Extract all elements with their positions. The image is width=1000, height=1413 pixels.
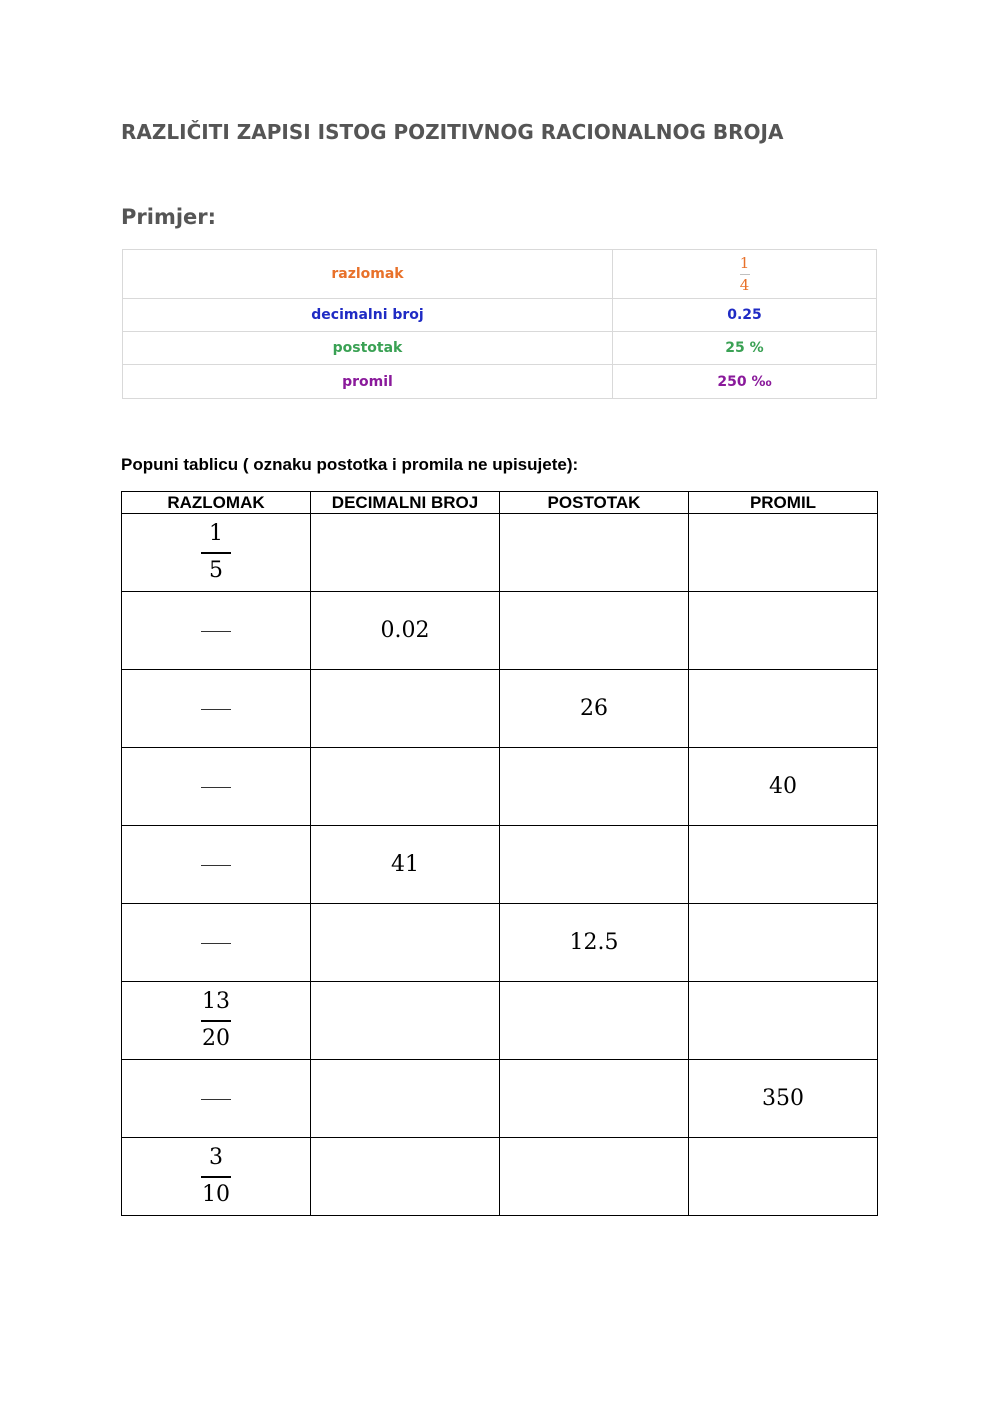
fraction-denominator: 10	[202, 1182, 230, 1207]
fraction-bar	[201, 1020, 231, 1022]
cell-decimal[interactable]	[311, 1060, 500, 1138]
cell-permille[interactable]	[689, 826, 878, 904]
cell-decimal[interactable]	[311, 514, 500, 592]
cell-decimal[interactable]	[311, 904, 500, 982]
fraction-denominator: 5	[209, 558, 223, 583]
fraction-denominator: 20	[202, 1026, 230, 1051]
cell-permille: 40	[689, 748, 878, 826]
fraction-blank-line[interactable]	[201, 709, 231, 710]
table-row	[122, 1138, 878, 1216]
fraction	[201, 1145, 231, 1208]
example-label-fraction: razlomak	[123, 250, 613, 299]
cell-percent[interactable]	[500, 1138, 689, 1216]
fraction	[201, 989, 231, 1052]
cell-permille[interactable]	[689, 670, 878, 748]
table-row	[122, 748, 878, 826]
example-label-decimal: decimalni broj	[123, 299, 613, 332]
cell-percent: 26	[500, 670, 689, 748]
header-percent: POSTOTAK	[500, 492, 689, 514]
cell-permille[interactable]	[689, 904, 878, 982]
cell-fraction	[122, 1138, 311, 1216]
fraction-blank-line[interactable]	[201, 1099, 231, 1100]
cell-permille[interactable]	[689, 1138, 878, 1216]
example-denominator: 4	[739, 276, 750, 294]
example-value-decimal: 0.25	[613, 299, 877, 332]
cell-fraction[interactable]	[122, 826, 311, 904]
example-table	[122, 249, 877, 399]
table-row	[122, 1060, 878, 1138]
fraction-blank-line[interactable]	[201, 865, 231, 866]
cell-percent[interactable]	[500, 514, 689, 592]
cell-fraction[interactable]	[122, 1060, 311, 1138]
cell-permille[interactable]	[689, 982, 878, 1060]
table-row	[122, 982, 878, 1060]
example-value-permille: 250 ‰	[613, 365, 877, 399]
cell-percent[interactable]	[500, 592, 689, 670]
example-value-percent: 25 %	[613, 332, 877, 365]
cell-fraction[interactable]	[122, 592, 311, 670]
cell-percent: 12.5	[500, 904, 689, 982]
fraction-numerator: 1	[209, 521, 223, 546]
example-numerator: 1	[739, 254, 750, 272]
fraction-numerator: 3	[209, 1145, 223, 1170]
table-row	[122, 514, 878, 592]
fraction-blank-line[interactable]	[201, 631, 231, 632]
cell-decimal[interactable]	[311, 748, 500, 826]
cell-decimal: 41	[311, 826, 500, 904]
fraction-numerator: 13	[202, 989, 230, 1014]
fraction-bar	[740, 274, 750, 275]
header-permille: PROMIL	[689, 492, 878, 514]
cell-decimal: 0.02	[311, 592, 500, 670]
header-fraction: RAZLOMAK	[122, 492, 311, 514]
page-title: RAZLIČITI ZAPISI ISTOG POZITIVNOG RACIONALNOG BROJA	[121, 120, 784, 144]
example-value-fraction	[613, 250, 877, 299]
fraction-blank-line[interactable]	[201, 787, 231, 788]
table-row	[122, 826, 878, 904]
header-decimal: DECIMALNI BROJ	[311, 492, 500, 514]
example-label-permille: promil	[123, 365, 613, 399]
cell-percent[interactable]	[500, 1060, 689, 1138]
cell-fraction[interactable]	[122, 670, 311, 748]
example-heading: Primjer:	[121, 205, 217, 229]
cell-fraction[interactable]	[122, 904, 311, 982]
cell-fraction	[122, 982, 311, 1060]
example-fraction	[740, 255, 750, 293]
cell-permille: 350	[689, 1060, 878, 1138]
instruction-text: Popuni tablicu ( oznaku postotka i promila ne upisujete):	[121, 455, 579, 474]
fraction-bar	[201, 552, 231, 554]
fraction-blank-line[interactable]	[201, 943, 231, 944]
cell-decimal[interactable]	[311, 982, 500, 1060]
cell-percent[interactable]	[500, 982, 689, 1060]
cell-fraction[interactable]	[122, 748, 311, 826]
example-label-percent: postotak	[123, 332, 613, 365]
exercise-table	[121, 491, 878, 1216]
fraction	[201, 521, 231, 584]
table-row	[122, 904, 878, 982]
cell-decimal[interactable]	[311, 1138, 500, 1216]
cell-permille[interactable]	[689, 514, 878, 592]
table-row	[122, 592, 878, 670]
cell-fraction	[122, 514, 311, 592]
fraction-bar	[201, 1176, 231, 1178]
cell-percent[interactable]	[500, 748, 689, 826]
cell-permille[interactable]	[689, 592, 878, 670]
table-row	[122, 670, 878, 748]
cell-decimal[interactable]	[311, 670, 500, 748]
cell-percent[interactable]	[500, 826, 689, 904]
